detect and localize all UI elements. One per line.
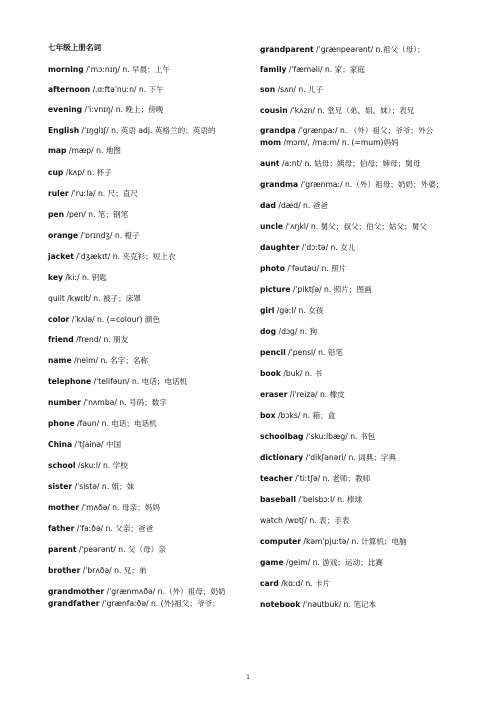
vocab-entry: [48, 126, 216, 136]
headword: afternoon: [48, 85, 91, 94]
headword: book: [260, 369, 281, 378]
definition: n. 钥匙: [79, 273, 107, 282]
phonetic: /ˈgrænmaː/: [298, 180, 343, 189]
headword: friend: [48, 335, 74, 344]
vocab-entry: [48, 273, 107, 283]
headword: dad: [260, 201, 276, 210]
definition: n.（外）祖母；奶奶；外婆；: [342, 180, 444, 189]
vocab-entry: [48, 524, 153, 534]
headword: game: [260, 558, 284, 567]
definition: n. 英语 adj. 英格兰的；英语的: [108, 126, 216, 135]
definition: n. 笔记本: [341, 600, 377, 609]
phonetic: /ˈkʌzn/: [287, 106, 315, 115]
vocab-entry: [260, 537, 407, 547]
vocab-entry: [48, 356, 148, 366]
phonetic: /ˈdikʃənəri/: [303, 453, 347, 462]
definition: n. 狗: [297, 327, 318, 336]
definition: n. 舅父；叔父；伯父；姑父；舅父: [308, 222, 427, 231]
headword: number: [48, 398, 82, 407]
vocab-entry: [260, 264, 346, 274]
phonetic: /ˈgrænpaː/: [295, 126, 338, 135]
vocab-entry: [260, 495, 362, 505]
headword: schoolbag: [260, 432, 304, 441]
phonetic: /ˈdɔːtə/: [299, 243, 329, 252]
phonetic: /kɑːd/: [278, 579, 303, 588]
phonetic: /ˌɑːftəˈnuːn/: [90, 85, 137, 94]
phonetic: /dæd/: [276, 201, 301, 210]
vocab-entry: [260, 390, 345, 400]
headword: aunt: [260, 159, 280, 168]
phonetic: /aːnt/: [279, 159, 303, 168]
headword: orange: [48, 231, 79, 240]
headword: mom: [260, 138, 282, 147]
phonetic: /ˈskuːlbæg/: [303, 432, 348, 441]
definition: n. 杯子: [84, 168, 112, 177]
definition: n. 老师；教师: [320, 474, 371, 483]
phonetic: /ˈɒrɪndʒ/: [78, 231, 113, 240]
headword: jacket: [48, 252, 74, 261]
headword: evening: [48, 105, 83, 114]
definition: n.祖父（母）；: [373, 45, 425, 54]
definition: n. 卡片: [302, 579, 331, 588]
vocab-entry: [260, 516, 349, 526]
headword: English: [48, 126, 80, 135]
definition: n. 兄；弟: [111, 566, 147, 575]
phonetic: /ˈpensl/: [285, 348, 316, 357]
phonetic: /neim/: [71, 356, 99, 365]
definition: n. 姐；妹: [99, 482, 135, 491]
vocab-entry: [260, 579, 330, 589]
vocab-entry: [48, 482, 134, 492]
phonetic: /bɔks/: [275, 411, 301, 420]
headword: phone: [48, 419, 75, 428]
definition: n. 晚上；傍晚: [113, 105, 164, 114]
definition: 中国: [103, 440, 122, 449]
definition: n. (=mum)妈妈: [339, 138, 399, 147]
vocab-entry: [48, 587, 226, 597]
headword: grandma: [260, 180, 299, 189]
headword: uncle: [260, 222, 284, 231]
headword: sister: [48, 482, 73, 491]
phonetic: /ˈtʃainə/: [72, 440, 104, 449]
headword: grandparent: [260, 45, 314, 54]
phonetic: /ˈɪŋglɪʃ/: [79, 126, 109, 135]
phonetic: /ˈiːvnɪŋ/: [82, 105, 114, 114]
headword: notebook: [260, 600, 301, 609]
vocab-entry: [260, 138, 399, 148]
definition: n. 儿子: [295, 85, 324, 94]
definition: n. （外）祖父；爷爷；外公: [337, 126, 434, 135]
vocab-entry: [48, 85, 164, 95]
phonetic: /ˈgrænmʌðə/: [104, 587, 156, 596]
phonetic: /buk/: [280, 369, 303, 378]
definition: n. 父（母）亲: [115, 545, 166, 554]
vocab-entry: [48, 377, 187, 387]
headword: photo: [260, 264, 285, 273]
definition: n. 表；手表: [306, 516, 350, 525]
vocab-entry: [260, 348, 343, 358]
phonetic: /kəmˈpjuːtə/: [301, 537, 350, 546]
headword: father: [48, 524, 75, 533]
vocab-entry: [48, 335, 128, 345]
vocab-entry: [48, 461, 128, 471]
headword: ruler: [48, 189, 69, 198]
definition: n. 照片；图画: [321, 285, 372, 294]
headword: family: [260, 65, 287, 74]
phonetic: /ˈkʌlə/: [69, 315, 95, 324]
headword: color: [48, 315, 70, 324]
phonetic: /ˈpeərənt/: [76, 545, 116, 554]
definition: n. 爸爸: [300, 201, 328, 210]
definition: n.（外）祖母；奶奶: [155, 587, 226, 596]
phonetic: /ˈpiktʃə/: [290, 285, 322, 294]
definition: n. 橡皮: [317, 390, 345, 399]
definition: n. 箱；盒: [300, 411, 336, 420]
vocab-entry: [48, 545, 166, 555]
vocab-entry: [48, 566, 147, 576]
headword: pen: [48, 210, 64, 219]
headword: pencil: [260, 348, 286, 357]
vocab-entry: [260, 106, 414, 116]
phonetic: /ˈdʒækɪt/: [73, 252, 111, 261]
definition: n. 笔；钢笔: [85, 210, 129, 219]
definition: n. 朋友: [101, 335, 129, 344]
definition: n. 下午: [136, 85, 164, 94]
vocab-entry: [260, 159, 421, 169]
vocab-entry: [260, 369, 322, 379]
vocab-entry: [48, 65, 170, 75]
definition: n. 计算机；电脑: [349, 537, 407, 546]
vocab-entry: [48, 168, 112, 178]
definition: n. 照片: [319, 264, 347, 273]
vocab-entry: [260, 306, 323, 316]
vocab-entry: [260, 558, 383, 568]
vocab-entry: [260, 85, 323, 95]
headword: computer: [260, 537, 301, 546]
phonetic: /ˈnəutbuk/: [300, 600, 342, 609]
phonetic: /ˈmɔːnɪŋ/: [83, 65, 120, 74]
vocab-entry: [260, 45, 425, 55]
vocab-entry: [260, 126, 433, 136]
phonetic: /ˈfaːðə/: [74, 524, 104, 533]
phonetic: /ˈbrʌðə/: [80, 566, 112, 575]
definition: n. 母亲；妈妈: [109, 503, 160, 512]
definition: n. 名字；名称: [98, 356, 149, 365]
definition: n. 游戏；运动；比赛: [310, 558, 383, 567]
headword: grandpa: [260, 126, 296, 135]
vocab-entry: [260, 65, 365, 75]
headword: picture: [260, 285, 291, 294]
definition: n. 女孩: [296, 306, 324, 315]
phonetic: /ˈruːlə/: [68, 189, 96, 198]
phonetic: watch /wɒtʃ/: [260, 516, 307, 525]
phonetic: /ˈtiːtʃə/: [292, 474, 321, 483]
definition: n. 夹克衫；短上衣: [110, 252, 176, 261]
definition: n. 女儿: [328, 243, 356, 252]
phonetic: /skuːl/: [75, 461, 101, 470]
phonetic: /ˈsistə/: [72, 482, 100, 491]
definition: n. 书: [302, 369, 323, 378]
definition: n. 橙子: [112, 231, 140, 240]
headword: grandmother: [48, 587, 105, 596]
vocab-entry: [260, 474, 370, 484]
definition: n. 棒球: [334, 495, 363, 504]
headword: name: [48, 356, 72, 365]
vocab-entry: [48, 419, 157, 429]
definition: n. 书包: [347, 432, 376, 441]
headword: map: [48, 146, 67, 155]
vocab-entry: [48, 210, 128, 220]
headword: teacher: [260, 474, 293, 483]
phonetic: /mɔm/, /maːm/: [281, 138, 340, 147]
headword: dictionary: [260, 453, 304, 462]
headword: cousin: [260, 106, 288, 115]
definition: n. 被子；床罩: [90, 294, 141, 303]
headword: girl: [260, 306, 275, 315]
headword: baseball: [260, 495, 296, 504]
definition: n. 学校: [100, 461, 128, 470]
phonetic: /mæp/: [66, 146, 94, 155]
headword: cup: [48, 168, 64, 177]
phonetic: /ˈtelifəun/: [91, 377, 130, 386]
vocab-entry: [260, 285, 372, 295]
vocab-entry: [260, 432, 375, 442]
phonetic: /gəːl/: [274, 306, 297, 315]
phonetic: /ˈmʌðə/: [79, 503, 110, 512]
phonetic: /sʌn/: [275, 85, 296, 94]
section-title: 七年级上册名词: [48, 43, 102, 52]
vocab-entry: [48, 294, 141, 304]
definition: n. 号码；数字: [116, 398, 167, 407]
phonetic: /fəun/: [74, 419, 100, 428]
definition: n. 早晨；上午: [119, 65, 170, 74]
vocab-entry: [260, 222, 427, 232]
headword: morning: [48, 65, 84, 74]
headword: parent: [48, 545, 77, 554]
vocab-entry: [48, 398, 167, 408]
phonetic: /iˈreizə/: [287, 390, 318, 399]
headword: China: [48, 440, 73, 449]
definition: n. 家；家庭: [322, 65, 365, 74]
headword: dog: [260, 327, 277, 336]
vocab-entry: [260, 201, 328, 211]
phonetic: /ˈfæməli/: [286, 65, 323, 74]
definition: n. 铅笔: [315, 348, 343, 357]
vocab-entry: [260, 180, 443, 190]
phonetic: /dɔg/: [276, 327, 298, 336]
vocab-entry: [260, 243, 355, 253]
phonetic: /kʌp/: [63, 168, 85, 177]
phonetic: /ˈfəutəu/: [284, 264, 320, 273]
vocab-entry: [260, 600, 376, 610]
definition: n. 堂兄（弟、姐、妹）；表兄: [314, 106, 415, 115]
headword: card: [260, 579, 279, 588]
vocab-entry: [48, 315, 160, 325]
vocab-entry: [48, 252, 176, 262]
phonetic: /geim/: [283, 558, 311, 567]
vocab-entry: [260, 453, 396, 463]
phonetic: /ˈnʌmbə/: [81, 398, 117, 407]
headword: mother: [48, 503, 80, 512]
vocab-entry: [48, 146, 121, 156]
vocab-entry: [48, 105, 163, 115]
page-number: 1: [246, 674, 250, 681]
headword: son: [260, 85, 276, 94]
headword: key: [48, 273, 63, 282]
definition: n. 词典；字典: [346, 453, 397, 462]
headword: brother: [48, 566, 81, 575]
definition: n. 尺；直尺: [95, 189, 138, 198]
headword: school: [48, 461, 76, 470]
definition: n. 电话；电话机: [129, 377, 188, 386]
vocab-entry: [48, 231, 140, 241]
headword: eraser: [260, 390, 288, 399]
vocab-entry: [260, 327, 317, 337]
phonetic: /frend/: [73, 335, 102, 344]
definition: n. 地图: [93, 146, 121, 155]
phonetic: /ˈbeisbɔːl/: [296, 495, 335, 504]
phonetic: /ˈgrænfaːðə/: [99, 599, 149, 608]
headword: grandfather: [48, 599, 100, 608]
headword: box: [260, 411, 276, 420]
definition: n. 电话；电话机: [99, 419, 157, 428]
phonetic: quilt /kwɪlt/: [48, 294, 91, 303]
vocab-entry: [48, 440, 121, 450]
vocab-entry: [48, 189, 138, 199]
vocab-entry: [48, 599, 220, 609]
definition: n. 父亲；爸爸: [103, 524, 154, 533]
phonetic: /ˈʌŋkl/: [283, 222, 309, 231]
phonetic: /pen/: [64, 210, 86, 219]
headword: telephone: [48, 377, 92, 386]
definition: n. 姑母；姨母；伯母；婶母；舅母: [302, 159, 421, 168]
definition: n. (外)祖父；爷爷；: [148, 599, 220, 608]
phonetic: /kiː/: [62, 273, 80, 282]
vocab-entry: [260, 411, 335, 421]
vocab-entry: [48, 503, 160, 513]
phonetic: /ˈgrænpeərənt/: [313, 45, 374, 54]
headword: daughter: [260, 243, 300, 252]
definition: n. (=colour) 颜色: [94, 315, 161, 324]
